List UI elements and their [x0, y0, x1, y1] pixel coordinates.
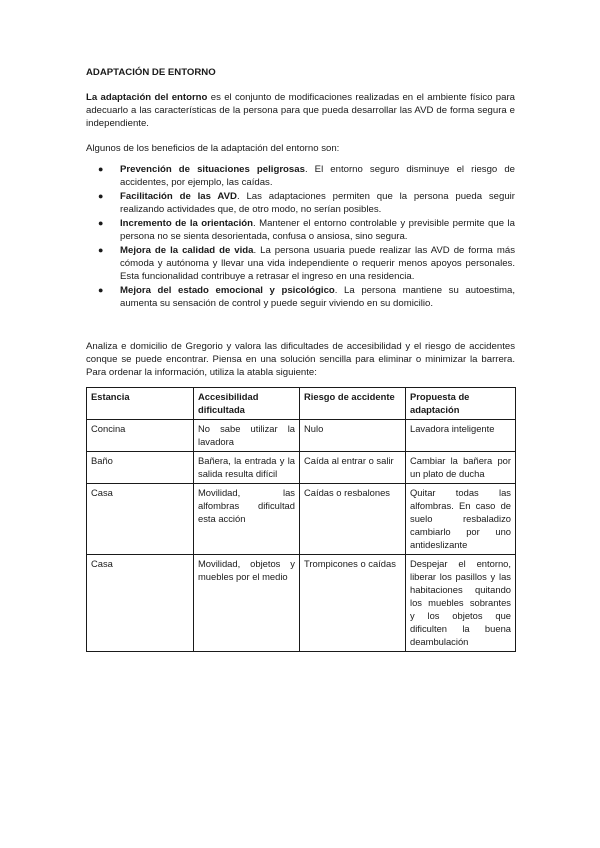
table-cell: Cambiar la bañera por un plato de ducha — [406, 452, 516, 484]
task-paragraph: Analiza e domicilio de Gregorio y valora las dificultades de accesibilidad y el riesgo de accidentes conque se puede encontrar. Piensa en una solución sencilla para eliminar o minimizar la barrera. Para ordenar la información, utiliza la atabla siguiente: — [86, 341, 515, 378]
bullet-icon: ● — [98, 191, 104, 201]
table-cell: Lavadora inteligente — [406, 420, 516, 452]
benefit-term: Mejora de la calidad de vida — [120, 245, 254, 256]
benefit-text: . El entorno seguro disminuye el riesgo de accidentes, por ejemplo, las caídas. — [120, 164, 516, 188]
intro-term: La adaptación del entorno — [86, 92, 208, 103]
table-cell: No sabe utilizar la lavadora — [194, 420, 300, 452]
header-cell: Propuesta de adaptación — [406, 388, 516, 420]
document-title: ADAPTACIÓN DE ENTORNO — [86, 67, 216, 78]
header-cell: Estancia — [87, 388, 194, 420]
table-row — [87, 484, 516, 555]
benefit-item — [98, 284, 515, 310]
benefit-item — [98, 217, 515, 243]
table-cell: Movilidad, objetos y muebles por el medio — [194, 555, 300, 652]
table-row — [87, 555, 516, 652]
table-cell: Trompicones o caídas — [300, 555, 406, 652]
table-cell: Bañera, la entrada y la salida resulta difícil — [194, 452, 300, 484]
benefit-term: Incremento de la orientación — [120, 218, 253, 229]
bullet-icon: ● — [98, 218, 104, 228]
benefit-term: Facilitación de las AVD — [120, 191, 237, 202]
document-page — [86, 66, 515, 652]
benefit-item — [98, 244, 516, 283]
header-cell: Riesgo de accidente — [300, 388, 406, 420]
intro-text: es el conjunto de modificaciones realizadas en el ambiente físico para adecuarlo a las características de la persona para que pueda desarrollar las AVD de forma segura e independiente. — [86, 92, 515, 129]
adaptation-table — [86, 387, 516, 652]
benefit-term: Mejora del estado emocional y psicológico — [120, 285, 335, 296]
table-cell: Baño — [87, 452, 194, 484]
table-cell: Quitar todas las alfombras. En caso de suelo resbaladizo cambiarlo por uno antideslizante — [406, 484, 516, 555]
benefit-text: . La persona mantiene su autoestima, aumenta su sensación de control y puede seguir viviendo en su domicilio. — [120, 285, 515, 309]
benefit-item — [98, 190, 516, 216]
table-cell: Movilidad, las alfombras dificultad esta acción — [194, 484, 300, 555]
table-cell: Despejar el entorno, liberar los pasillos y las habitaciones quitando los muebles sobrantes y los objetos que dificulten la buena deambulación — [406, 555, 516, 652]
header-cell: Accesibilidad dificultada — [194, 388, 300, 420]
table-cell: Casa — [87, 555, 194, 652]
benefit-term: Prevención de situaciones peligrosas — [120, 164, 305, 175]
bullet-icon: ● — [98, 245, 104, 255]
table-cell: Concina — [87, 420, 194, 452]
table-cell: Caída al entrar o salir — [300, 452, 406, 484]
benefits-lead: Algunos de los beneficios de la adaptación del entorno son: — [86, 143, 340, 154]
benefits-list — [86, 163, 515, 310]
table-cell: Nulo — [300, 420, 406, 452]
intro-paragraph — [86, 91, 515, 130]
benefit-text: . La persona usuaria puede realizar las AVD de forma más cómoda y autónoma y llevar una vida independiente o requerir menos apoyos personales. Esta funcionalidad contribuye a retrasar el ingreso en una residencia. — [120, 245, 516, 282]
table-header-row — [87, 388, 516, 420]
table-cell: Caídas o resbalones — [300, 484, 406, 555]
benefit-text: . Las adaptaciones permiten que la persona pueda seguir realizando actividades que, de otro modo, no serían posibles. — [120, 191, 516, 215]
table-row — [87, 452, 516, 484]
benefit-item — [98, 163, 516, 189]
bullet-icon: ● — [98, 285, 104, 295]
table-row — [87, 420, 516, 452]
table-cell: Casa — [87, 484, 194, 555]
bullet-icon: ● — [98, 164, 104, 174]
benefit-text: . Mantener el entorno controlable y previsible permite que la persona no se sienta desorientada, confusa o ansiosa, sino segura. — [120, 218, 515, 242]
